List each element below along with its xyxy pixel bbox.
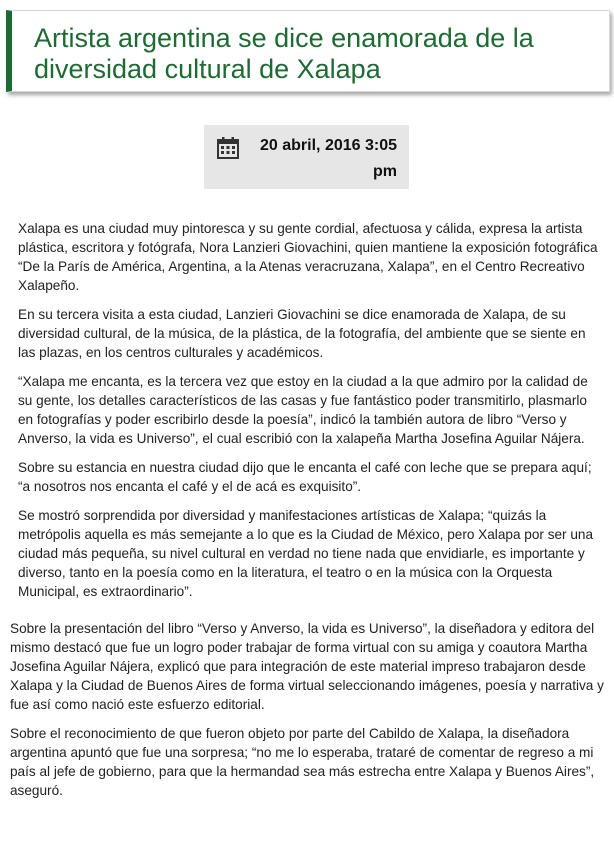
paragraph: Sobre su estancia en nuestra ciudad dijo que le encanta el café con leche que se prepara aquí; “a nosotros nos encanta el café y el de acá es exquisito”.	[18, 460, 592, 494]
date-box	[204, 125, 409, 189]
publish-date: 20 abril, 2016 3:05 pm	[260, 137, 397, 180]
paragraph: En su tercera visita a esta ciudad, Lanzieri Giovachini se dice enamorada de Xalapa, de su diversidad cultural, de la música, de la plástica, de la fotografía, del ambiente que se siente en las plazas, en los centros culturales y académicos.	[18, 307, 586, 360]
calendar-icon	[217, 137, 239, 159]
article-body	[10, 219, 604, 810]
paragraph: Xalapa es una ciudad muy pintoresca y su gente cordial, afectuosa y cálida, expresa la artista plástica, escritora y fotógrafa, Nora Lanzieri Giovachini, quien mantiene la exposición fotográfica “De la París de América, Argentina, a la Atenas veracruzana, Xalapa”, en el Centro Recreativo Xalapeño.	[18, 221, 598, 293]
article-header	[6, 10, 610, 92]
paragraph: Sobre el reconocimiento de que fueron objeto por parte del Cabildo de Xalapa, la diseñadora argentina apuntó que fue una sorpresa; “no me lo esperaba, trataré de comentar de regreso a mi país al jefe de gobierno, para que la hermandad sea más estrecha entre Xalapa y Buenos Aires”, aseguró.	[10, 726, 595, 798]
paragraph: Sobre la presentación del libro “Verso y Anverso, la vida es Universo”, la diseñadora y editora del mismo destacó que fue un logro poder trabajar de forma virtual con su amiga y coautora Martha Josefina Aguilar Nájera, explicó que para integración de este material impreso trabajaron desde Xalapa y la Ciudad de Buenos Aires de forma virtual seleccionando imágenes, poesía y narrativa y fue así como nació este esfuerzo editorial.	[10, 621, 604, 712]
paragraph: “Xalapa me encanta, es la tercera vez que estoy en la ciudad a la que admiro por la calidad de su gente, los detalles característicos de las casas y fue fantástico poder transmitirlo, plasmarlo en fotografías y poder escribirlo desde la poesía”, indicó la también autora de libro “Verso y Anverso, la vida es Universo”, el cual escribió con la xalapeña Martha Josefina Aguilar Nájera.	[18, 374, 588, 446]
article-title: Artista argentina se dice enamorada de la diversidad cultural de Xalapa	[34, 23, 534, 84]
paragraph: Se mostró sorprendida por diversidad y manifestaciones artísticas de Xalapa; “quizás la metrópolis aquella es más semejante a lo que es la Ciudad de México, pero Xalapa por ser una ciudad más pequeña, su nivel cultural en verdad no tiene nada que envidiarle, es importante y diverso, tanto en la poesía como en la literatura, el teatro o en la música con la Orquesta Municipal, es extraordinario”.	[18, 508, 594, 599]
